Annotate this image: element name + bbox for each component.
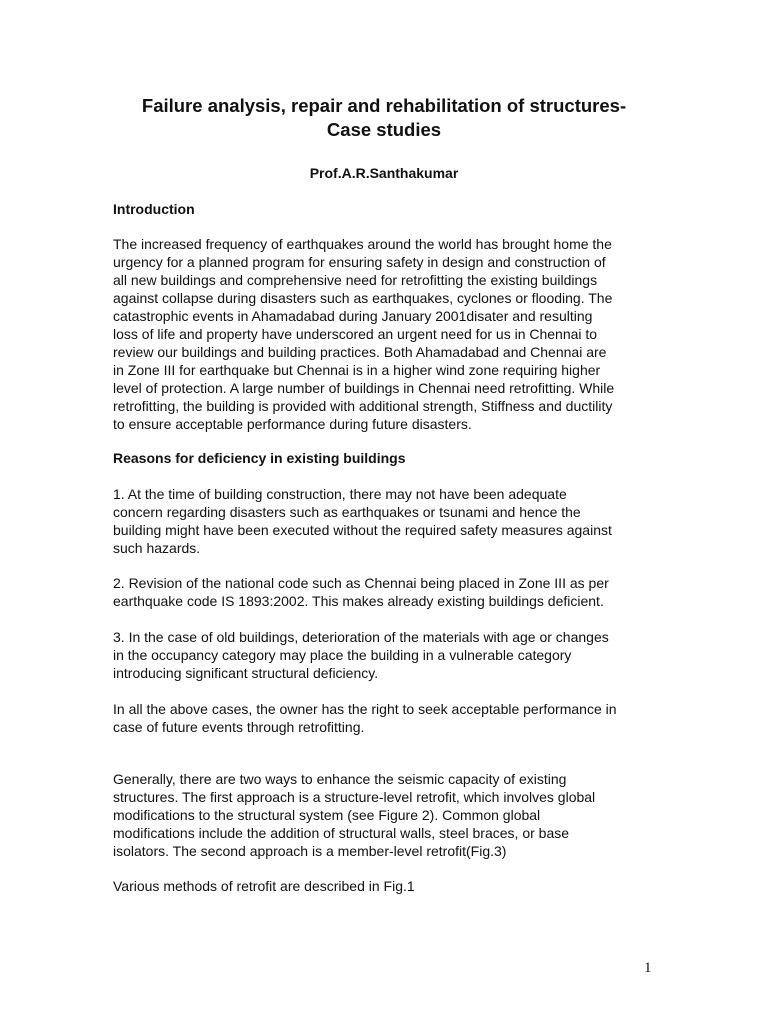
text-line: catastrophic events in Ahamadabad during January 2001disater and resulting (113, 308, 593, 324)
text-line: such hazards. (113, 540, 201, 556)
text-line: building might have been executed without the required safety measures against (113, 522, 612, 538)
text-line: in the occupancy category may place the building in a vulnerable category (113, 647, 572, 663)
text-line: in Zone III for earthquake but Chennai is in a higher wind zone requiring higher (113, 362, 601, 378)
text-line: concern regarding disasters such as earthquakes or tsunami and hence the (113, 504, 581, 520)
page-number: 1 (644, 960, 652, 976)
introduction-heading: Introduction (113, 201, 195, 217)
text-line: retrofitting, the building is provided with additional strength, Stiffness and ductility (113, 398, 613, 414)
author-name: Prof.A.R.Santhakumar (309, 165, 459, 181)
text-line: against collapse during disasters such as earthquakes, cyclones or flooding. The (113, 290, 613, 306)
text-line: 2. Revision of the national code such as Chennai being placed in Zone III as per (113, 575, 609, 591)
text-line: earthquake code IS 1893:2002. This makes already existing buildings deficient. (113, 593, 604, 609)
retrofit-approaches-paragraph (113, 770, 673, 860)
reason-item-2 (113, 574, 673, 610)
text-line: loss of life and property have underscored an urgent need for us in Chennai to (113, 326, 598, 342)
reasons-heading: Reasons for deficiency in existing buildings (113, 450, 406, 466)
text-line: introducing significant structural deficiency. (113, 665, 379, 681)
text-line: structures. The first approach is a structure-level retrofit, which involves global (113, 789, 596, 805)
reason-item-1 (113, 485, 673, 557)
text-line: to ensure acceptable performance during future disasters. (113, 416, 472, 432)
retrofit-methods-line: Various methods of retrofit are described in Fig.1 (113, 878, 415, 894)
text-line: level of protection. A large number of buildings in Chennai need retrofitting. While (113, 380, 615, 396)
text-line: 3. In the case of old buildings, deterioration of the materials with age or changes (113, 629, 609, 645)
reasons-conclusion (113, 700, 673, 736)
text-line: urgency for a planned program for ensuring safety in design and construction of (113, 254, 606, 270)
text-line: case of future events through retrofitting. (113, 719, 365, 735)
title-line: Case studies (326, 119, 442, 140)
text-line: isolators. The second approach is a member-level retrofit(Fig.3) (113, 843, 507, 859)
text-line: review our buildings and building practices. Both Ahamadabad and Chennai are (113, 344, 607, 360)
text-line: all new buildings and comprehensive need for retrofitting the existing buildings (113, 272, 598, 288)
introduction-paragraph (113, 235, 673, 433)
text-line: modifications to the structural system (see Figure 2). Common global (113, 807, 541, 823)
text-line: In all the above cases, the owner has the right to seek acceptable performance in (113, 701, 617, 717)
text-line: modifications include the addition of structural walls, steel braces, or base (113, 825, 570, 841)
reason-item-3 (113, 628, 673, 682)
text-line: Generally, there are two ways to enhance the seismic capacity of existing (113, 771, 567, 787)
text-line: The increased frequency of earthquakes around the world has brought home the (113, 236, 612, 252)
text-line: 1. At the time of building construction, there may not have been adequate (113, 486, 567, 502)
document-title (90, 94, 678, 142)
title-line: Failure analysis, repair and rehabilitation of structures- (141, 95, 627, 116)
